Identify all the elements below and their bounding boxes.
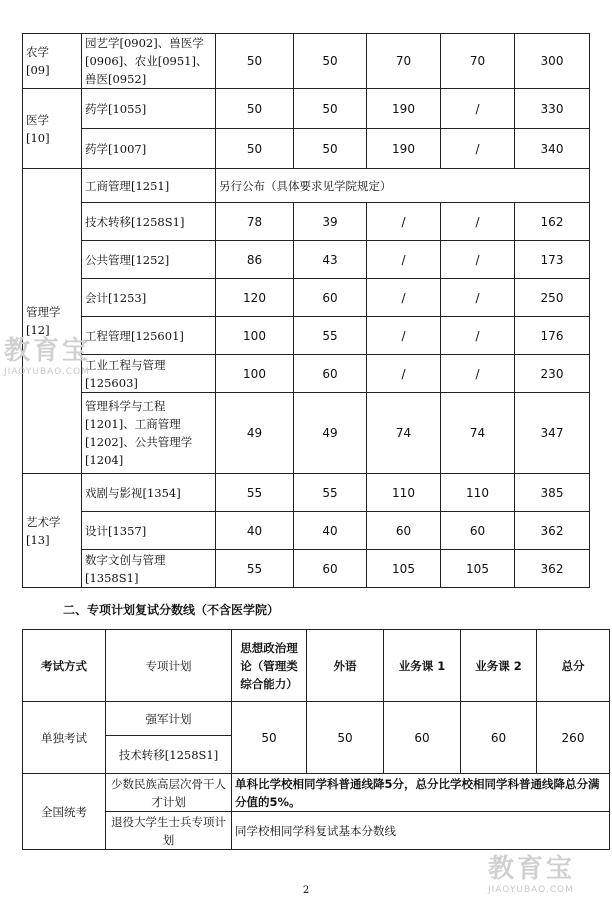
table-row — [23, 355, 590, 393]
plan-name: 少数民族高层次骨干人才计划 — [106, 774, 232, 812]
score-subject-2: 60 — [461, 702, 537, 774]
major-name: 会计[1253] — [82, 279, 216, 317]
major-name: 公共管理[1252] — [82, 241, 216, 279]
watermark-brand: 教育宝 — [488, 854, 576, 884]
score-total: 330 — [515, 89, 590, 129]
header-foreign-language: 外语 — [307, 630, 384, 702]
header-subject-1: 业务课 1 — [384, 630, 461, 702]
score-subject-2: / — [441, 203, 515, 241]
header-plan: 专项计划 — [106, 630, 232, 702]
score-politics: 40 — [216, 512, 294, 550]
score-politics: 86 — [216, 241, 294, 279]
score-subject-1: / — [367, 355, 441, 393]
score-table-special-plan — [22, 629, 610, 850]
score-subject-1: 74 — [367, 393, 441, 474]
score-total: 300 — [515, 34, 590, 89]
score-total: 362 — [515, 550, 590, 588]
watermark-brand: 教育宝 — [4, 336, 92, 366]
score-politics: 100 — [216, 317, 294, 355]
score-subject-1: / — [367, 317, 441, 355]
table2-header-row — [23, 630, 610, 702]
table-row — [23, 129, 590, 169]
score-subject-1: 60 — [367, 512, 441, 550]
table-row — [23, 241, 590, 279]
page-number: 2 — [302, 885, 310, 896]
score-total: 340 — [515, 129, 590, 169]
discipline-category: 管理学 [12] — [23, 169, 82, 474]
plan-name: 强军计划 — [106, 702, 232, 736]
score-subject-1: / — [367, 241, 441, 279]
score-foreign-language: 50 — [294, 89, 367, 129]
score-subject-1: 105 — [367, 550, 441, 588]
score-politics: 120 — [216, 279, 294, 317]
score-subject-2: 60 — [441, 512, 515, 550]
score-foreign-language: 50 — [294, 34, 367, 89]
score-table-academic — [22, 33, 590, 588]
score-subject-2: 110 — [441, 474, 515, 512]
score-politics: 50 — [216, 129, 294, 169]
plan-name: 技术转移[1258S1] — [106, 736, 232, 774]
score-subject-2: / — [441, 89, 515, 129]
watermark-domain: JIAOYUBAO.COM — [4, 367, 90, 377]
score-total: 173 — [515, 241, 590, 279]
exam-mode-single: 单独考试 — [23, 702, 106, 774]
score-foreign-language: 49 — [294, 393, 367, 474]
major-name: 工业工程与管理[125603] — [82, 355, 216, 393]
score-rule: 单科比学校相同学科普通线降5分，总分比学校相同学科普通线降总分满分值的5%。 — [232, 774, 610, 812]
score-total: 230 — [515, 355, 590, 393]
score-subject-2: / — [441, 129, 515, 169]
discipline-category: 农学 [09] — [23, 34, 82, 89]
table-row — [23, 203, 590, 241]
major-name: 药学[1007] — [82, 129, 216, 169]
plan-name: 退役大学生士兵专项计划 — [106, 812, 232, 850]
score-foreign-language: 55 — [294, 317, 367, 355]
exam-mode-national: 全国统考 — [23, 774, 106, 850]
header-subject-2: 业务课 2 — [461, 630, 537, 702]
score-politics: 50 — [216, 34, 294, 89]
major-name: 技术转移[1258S1] — [82, 203, 216, 241]
table-row — [23, 89, 590, 129]
score-subject-1: 190 — [367, 89, 441, 129]
major-name: 园艺学[0902]、兽医学[0906]、农业[0951]、兽医[0952] — [82, 34, 216, 89]
score-total: 162 — [515, 203, 590, 241]
score-subject-1: 60 — [384, 702, 461, 774]
header-politics: 思想政治理论（管理类综合能力） — [232, 630, 307, 702]
score-total: 176 — [515, 317, 590, 355]
header-total: 总分 — [537, 630, 610, 702]
score-total: 385 — [515, 474, 590, 512]
table-row — [23, 169, 590, 203]
score-foreign-language: 60 — [294, 355, 367, 393]
table-row — [23, 812, 610, 850]
table-row — [23, 279, 590, 317]
score-total: 347 — [515, 393, 590, 474]
table-row — [23, 702, 610, 736]
major-name: 戏剧与影视[1354] — [82, 474, 216, 512]
major-name: 设计[1357] — [82, 512, 216, 550]
table-row — [23, 512, 590, 550]
score-politics: 55 — [216, 550, 294, 588]
score-subject-2: / — [441, 279, 515, 317]
score-politics: 49 — [216, 393, 294, 474]
table-row — [23, 474, 590, 512]
header-exam-mode: 考试方式 — [23, 630, 106, 702]
major-name: 工商管理[1251] — [82, 169, 216, 203]
score-politics: 55 — [216, 474, 294, 512]
score-subject-1: / — [367, 279, 441, 317]
score-subject-2: 105 — [441, 550, 515, 588]
table-row — [23, 550, 590, 588]
score-politics: 50 — [216, 89, 294, 129]
score-subject-2: / — [441, 317, 515, 355]
score-politics: 100 — [216, 355, 294, 393]
discipline-category: 艺术学 [13] — [23, 474, 82, 588]
major-name: 工程管理[125601] — [82, 317, 216, 355]
discipline-category: 医学 [10] — [23, 89, 82, 169]
score-total: 250 — [515, 279, 590, 317]
score-subject-1: 110 — [367, 474, 441, 512]
table-row — [23, 393, 590, 474]
major-name: 数字文创与管理[1358S1] — [82, 550, 216, 588]
score-total: 362 — [515, 512, 590, 550]
score-rule: 同学校相同学科复试基本分数线 — [232, 812, 610, 850]
score-foreign-language: 39 — [294, 203, 367, 241]
table-row — [23, 317, 590, 355]
score-subject-2: 74 — [441, 393, 515, 474]
score-foreign-language: 43 — [294, 241, 367, 279]
score-politics: 50 — [232, 702, 307, 774]
major-name: 管理科学与工程[1201]、工商管理[1202]、公共管理学[1204] — [82, 393, 216, 474]
score-subject-2: / — [441, 241, 515, 279]
watermark-domain: JIAOYUBAO.COM — [488, 885, 574, 895]
score-total: 260 — [537, 702, 610, 774]
section-2-title: 二、专项计划复试分数线（不含医学院） — [63, 603, 280, 617]
score-subject-1: / — [367, 203, 441, 241]
score-politics: 78 — [216, 203, 294, 241]
score-note: 另行公布（具体要求见学院规定） — [216, 169, 590, 203]
major-name: 药学[1055] — [82, 89, 216, 129]
score-foreign-language: 40 — [294, 512, 367, 550]
table-row — [23, 774, 610, 812]
score-foreign-language: 50 — [307, 702, 384, 774]
table-row — [23, 34, 590, 89]
score-subject-2: / — [441, 355, 515, 393]
score-foreign-language: 55 — [294, 474, 367, 512]
score-subject-1: 70 — [367, 34, 441, 89]
score-foreign-language: 60 — [294, 550, 367, 588]
score-subject-2: 70 — [441, 34, 515, 89]
score-subject-1: 190 — [367, 129, 441, 169]
score-foreign-language: 60 — [294, 279, 367, 317]
score-foreign-language: 50 — [294, 129, 367, 169]
